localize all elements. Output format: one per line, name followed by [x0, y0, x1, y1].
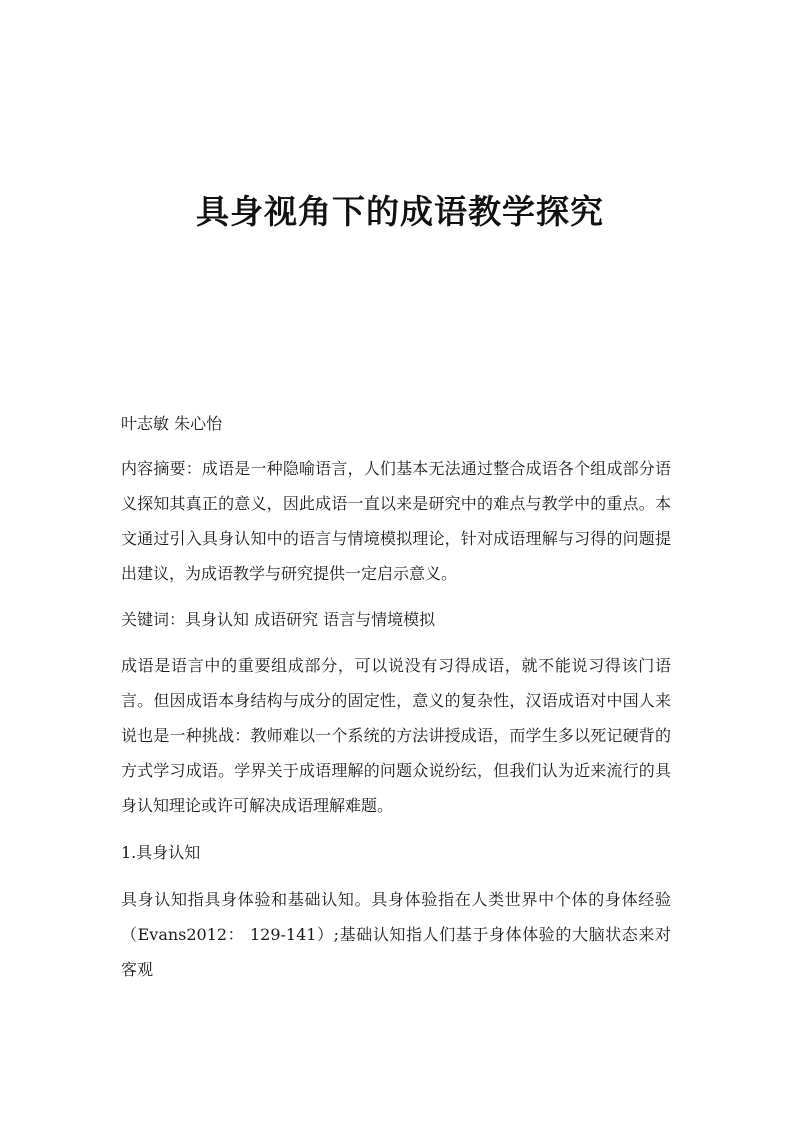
section-heading: 1.具身认知 — [121, 843, 201, 862]
document-body — [121, 406, 671, 987]
section-paragraph: 具身认知指具身体验和基础认知。具身体验指在人类世界中个体的身体经验（Evans2012： 129-141）;基础认知指人们基于身体体验的大脑状态来对客观 — [121, 890, 671, 979]
abstract-paragraph: 内容摘要：成语是一种隐喻语言，人们基本无法通过整合成语各个组成部分语义探知其真正的意义，因此成语一直以来是研究中的难点与教学中的重点。本文通过引入具身认知中的语言与情境模拟理论，针对成语理解与习得的问题提出建议，为成语教学与研究提供一定启示意义。 — [121, 459, 671, 583]
keywords-line: 关键词：具身认知 成语研究 语言与情境模拟 — [121, 610, 436, 629]
intro-paragraph: 成语是语言中的重要组成部分，可以说没有习得成语，就不能说习得该门语言。但因成语本身结构与成分的固定性，意义的复杂性，汉语成语对中国人来说也是一种挑战：教师难以一个系统的方法讲授成语，而学生多以死记硬背的方式学习成语。学界关于成语理解的问题众说纷纭，但我们认为近来流行的具身认知理论或许可解决成语理解难题。 — [121, 656, 671, 815]
document-title: 具身视角下的成语教学探究 — [196, 192, 604, 231]
author-line: 叶志敏 朱心怡 — [121, 414, 223, 433]
